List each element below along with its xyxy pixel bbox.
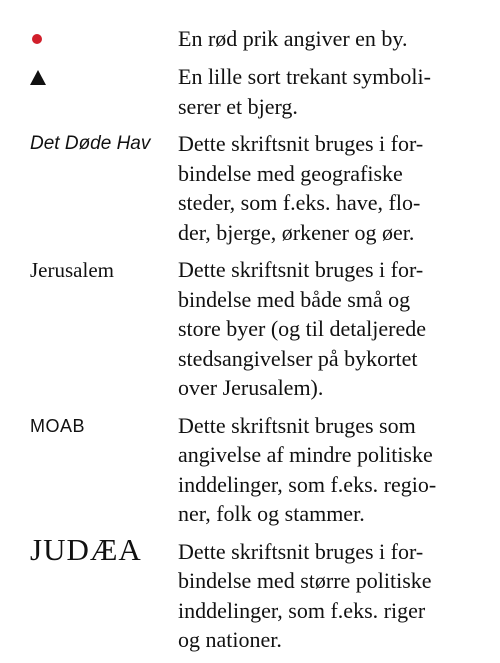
description-line: serer et bjerg. bbox=[178, 93, 298, 119]
legend-term-minor-political: MOAB bbox=[30, 415, 86, 436]
description-line: En lille sort trekant symboli- bbox=[178, 64, 431, 89]
description-line: store byer (og til detaljerede bbox=[178, 316, 427, 341]
description-line: angivelse af mindre politiske bbox=[178, 442, 433, 467]
legend-row-city bbox=[30, 24, 480, 54]
map-legend bbox=[30, 24, 480, 663]
description-line: bindelse med både små og bbox=[178, 286, 411, 312]
description-line: stedsangivelser på bykortet bbox=[178, 345, 418, 371]
black-triangle-icon bbox=[30, 70, 46, 85]
description-line: bindelse med større politiske bbox=[178, 568, 432, 593]
description-line: der, bjerge, ørkener og øer. bbox=[178, 219, 415, 245]
description-line: Dette skriftsnit bruges i for- bbox=[178, 538, 424, 564]
legend-row-major-political bbox=[30, 531, 480, 655]
legend-row-mountain bbox=[30, 62, 480, 121]
description-line: bindelse med geografiske bbox=[178, 160, 403, 186]
description-line: Dette skriftsnit bruges som bbox=[178, 412, 416, 438]
legend-term-geographic: Det Døde Hav bbox=[30, 133, 151, 154]
legend-description-mountain bbox=[178, 62, 468, 121]
description-line: over Jerusalem). bbox=[178, 375, 324, 400]
description-line: Dette skriftsnit bruges i for- bbox=[178, 131, 424, 156]
description-line: og nationer. bbox=[178, 627, 282, 652]
legend-description-cities bbox=[178, 255, 468, 403]
legend-term-mountain bbox=[30, 62, 178, 92]
description-line: ner, folk og stammer. bbox=[178, 501, 365, 526]
description-line: En rød prik angiver en by. bbox=[178, 26, 408, 51]
legend-row-cities bbox=[30, 255, 480, 403]
red-dot-icon bbox=[32, 34, 42, 44]
legend-term-major-political: JUDÆA bbox=[30, 531, 142, 567]
legend-term-cities: Jerusalem bbox=[30, 258, 114, 282]
legend-row-geographic bbox=[30, 129, 480, 247]
legend-row-minor-political bbox=[30, 411, 480, 529]
legend-description-geographic bbox=[178, 129, 468, 247]
legend-description-minor-political bbox=[178, 411, 468, 529]
description-line: inddelinger, som f.eks. riger bbox=[178, 597, 426, 623]
legend-description-city bbox=[178, 24, 468, 54]
description-line: steder, som f.eks. have, flo- bbox=[178, 190, 421, 215]
legend-description-major-political bbox=[178, 537, 468, 655]
description-line: inddelinger, som f.eks. regio- bbox=[178, 471, 437, 497]
legend-term-city bbox=[30, 24, 178, 54]
description-line: Dette skriftsnit bruges i for- bbox=[178, 257, 424, 282]
